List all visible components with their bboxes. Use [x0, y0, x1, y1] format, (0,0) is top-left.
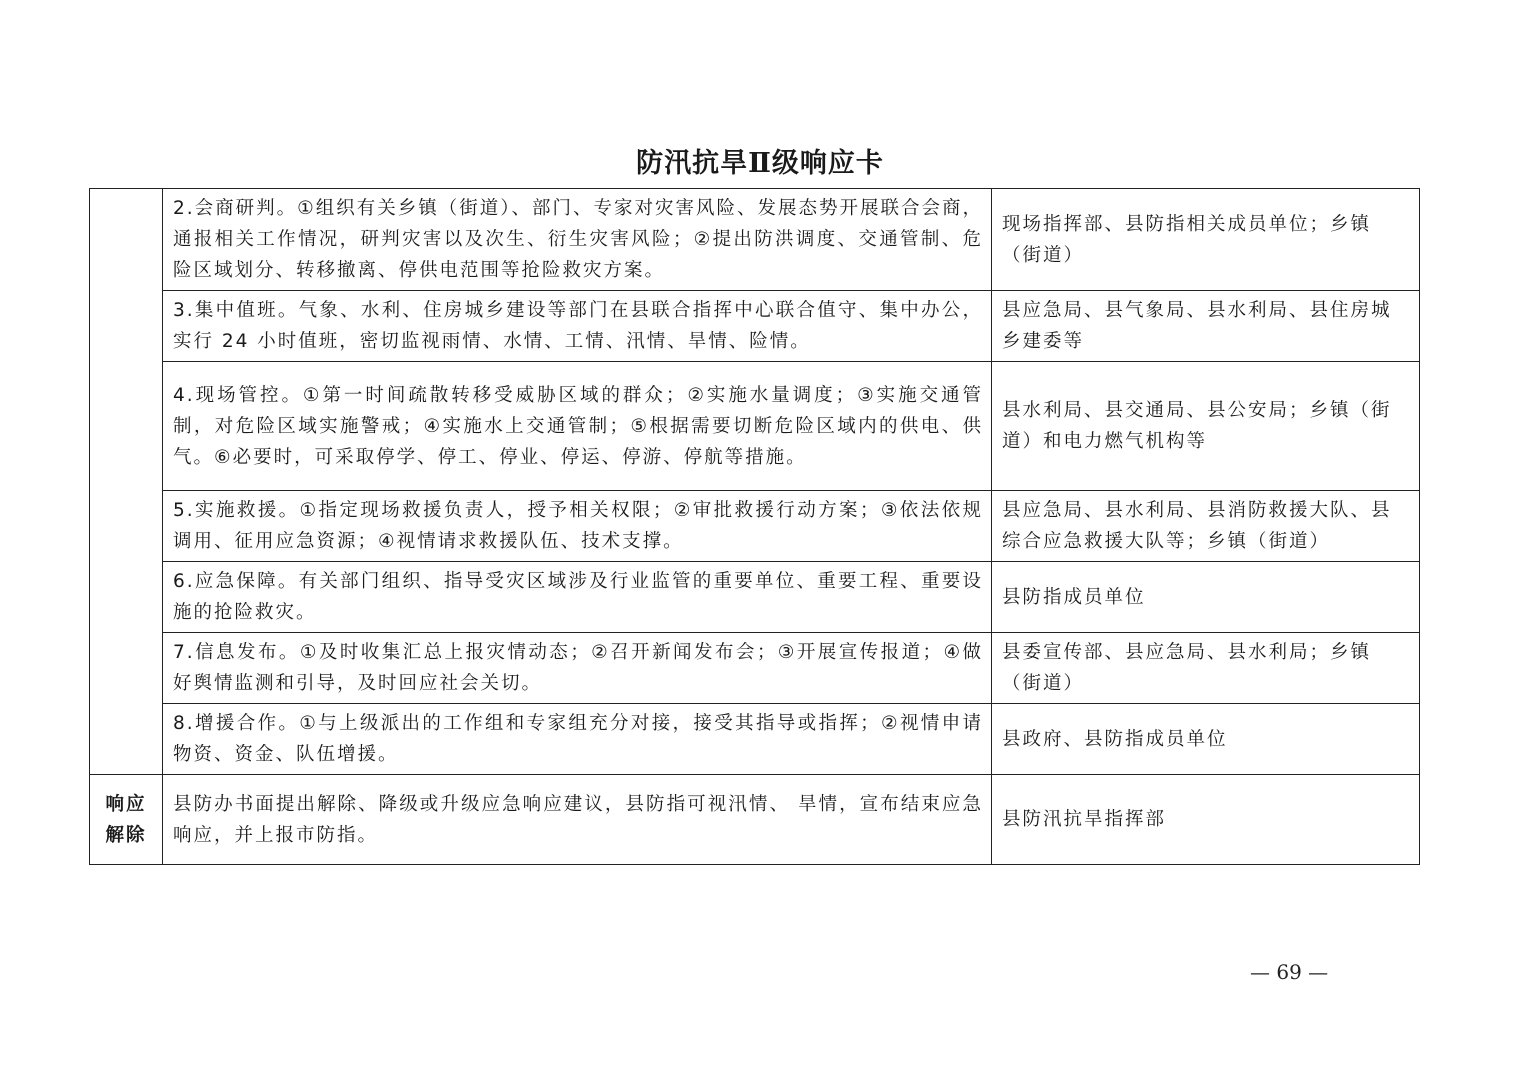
- table-row: [90, 775, 1420, 865]
- phase-cell-response-termination: [90, 775, 163, 865]
- measure-cell: 2.会商研判。①组织有关乡镇（街道）、部门、专家对灾害风险、发展态势开展联合会商，通报相关工作情况，研判灾害以及次生、衍生灾害风险；②提出防洪调度、交通管制、危险区域划分、转移撤离、停供电范围等抢险救灾方案。: [163, 189, 992, 291]
- phase-cell: [90, 189, 163, 775]
- table-row: [90, 633, 1420, 704]
- table-row: [90, 189, 1420, 291]
- phase-label-line: 响应: [105, 793, 147, 815]
- responsible-unit-cell: 县应急局、县水利局、县消防救援大队、县综合应急救援大队等；乡镇（街道）: [992, 491, 1420, 562]
- page-number: — 69 —: [1250, 960, 1329, 984]
- responsible-unit-cell: 县应急局、县气象局、县水利局、县住房城乡建委等: [992, 291, 1420, 362]
- table-row: [90, 704, 1420, 775]
- measure-cell: 8.增援合作。①与上级派出的工作组和专家组充分对接，接受其指导或指挥；②视情申请物资、资金、队伍增援。: [163, 704, 992, 775]
- measure-cell: 6.应急保障。有关部门组织、指导受灾区域涉及行业监管的重要单位、重要工程、重要设施的抢险救灾。: [163, 562, 992, 633]
- responsible-unit-cell: 县委宣传部、县应急局、县水利局；乡镇（街道）: [992, 633, 1420, 704]
- measure-cell: 7.信息发布。①及时收集汇总上报灾情动态；②召开新闻发布会；③开展宣传报道；④做好舆情监测和引导，及时回应社会关切。: [163, 633, 992, 704]
- phase-label-line: 解除: [105, 824, 147, 846]
- response-card-table: [89, 188, 1420, 865]
- table-row: [90, 562, 1420, 633]
- table-row: [90, 291, 1420, 362]
- measure-cell: 3.集中值班。气象、水利、住房城乡建设等部门在县联合指挥中心联合值守、集中办公，实行 24 小时值班，密切监视雨情、水情、工情、汛情、旱情、险情。: [163, 291, 992, 362]
- table-row: [90, 491, 1420, 562]
- page-title: 防汛抗旱Ⅱ级响应卡: [636, 148, 884, 179]
- responsible-unit-cell: 县防汛抗旱指挥部: [992, 775, 1420, 865]
- table-row: [90, 362, 1420, 491]
- responsible-unit-cell: 县水利局、县交通局、县公安局；乡镇（街道）和电力燃气机构等: [992, 362, 1420, 491]
- responsible-unit-cell: 县防指成员单位: [992, 562, 1420, 633]
- responsible-unit-cell: 现场指挥部、县防指相关成员单位；乡镇（街道）: [992, 189, 1420, 291]
- measure-cell: 县防办书面提出解除、降级或升级应急响应建议，县防指可视汛情、 旱情，宣布结束应急响应，并上报市防指。: [163, 775, 992, 865]
- responsible-unit-cell: 县政府、县防指成员单位: [992, 704, 1420, 775]
- measure-cell: 5.实施救援。①指定现场救援负责人，授予相关权限；②审批救援行动方案；③依法依规调用、征用应急资源；④视情请求救援队伍、技术支撑。: [163, 491, 992, 562]
- measure-cell: 4.现场管控。①第一时间疏散转移受威胁区域的群众；②实施水量调度；③实施交通管制，对危险区域实施警戒；④实施水上交通管制；⑤根据需要切断危险区域内的供电、供气。⑥必要时，可采取停学、停工、停业、停运、停游、停航等措施。: [163, 362, 992, 491]
